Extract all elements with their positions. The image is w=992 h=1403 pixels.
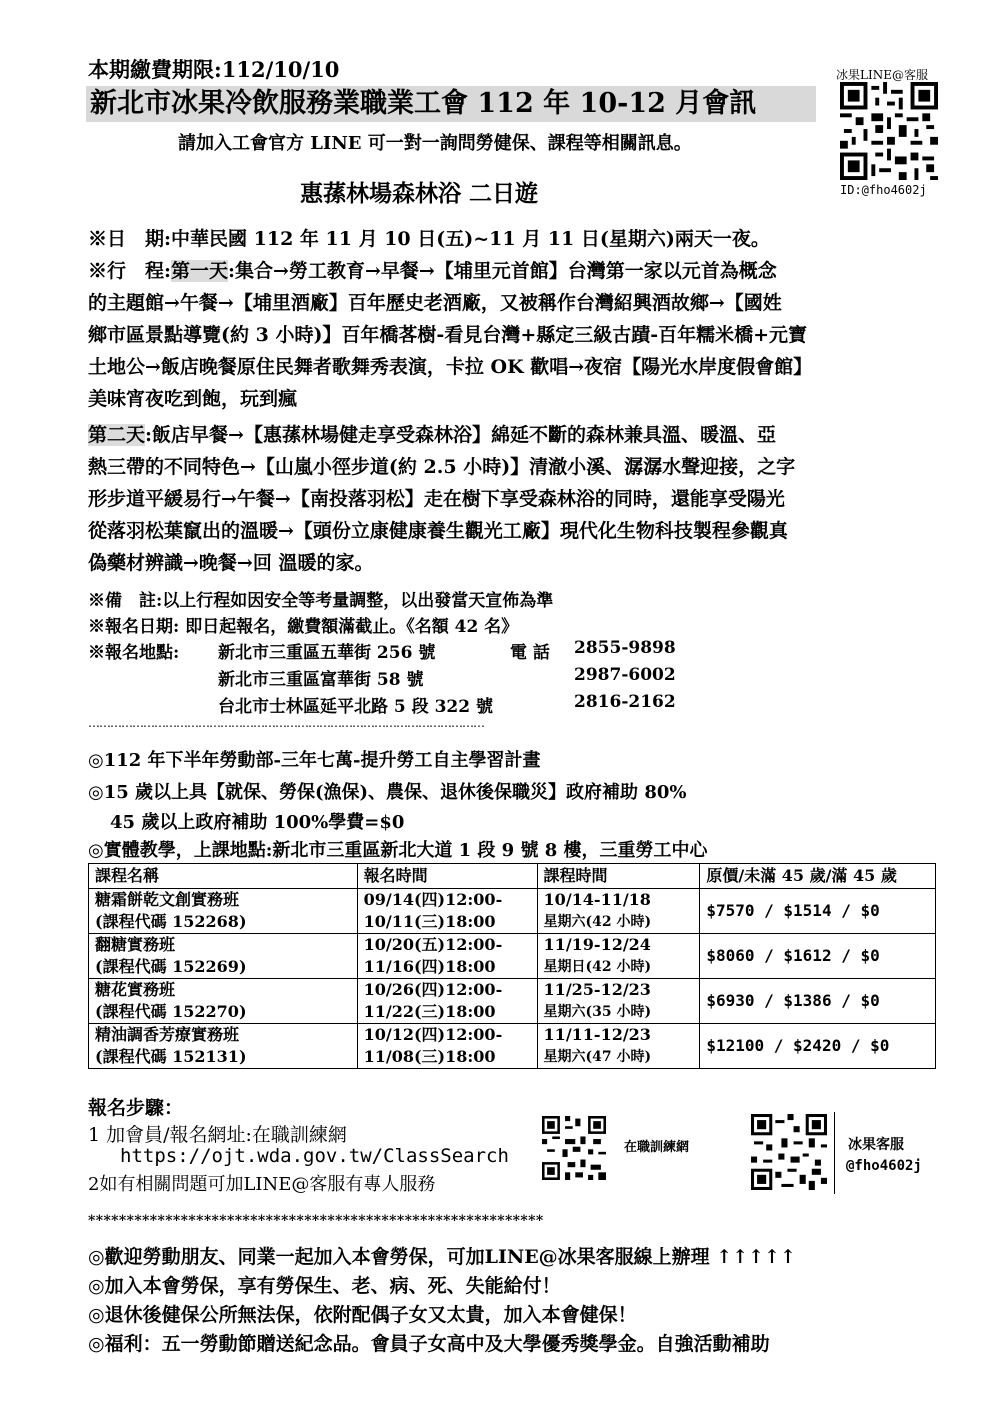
ojt-qr-code[interactable] <box>542 1116 606 1180</box>
page-title: 新北市冰果冷飲服務業職業工會 112 年 10-12 月會訊 <box>86 86 816 122</box>
reg-end: 11/22(三)18:00 <box>363 1002 496 1021</box>
course-time-cell <box>537 979 700 1024</box>
itinerary-line-3: 鄉市區景點導覽(約 3 小時)】百年橋茖樹-看見台灣+縣定三級古蹟-百年糯米橋+元寶 <box>88 324 808 346</box>
line-id: ID:@fho4602j <box>840 183 927 197</box>
course-schedule: 星期日(42 小時) <box>543 959 652 975</box>
itinerary-line-4: 土地公→飯店晚餐原住民舞者歌舞秀表演，卡拉 OK 歡唱→夜宿【陽光水岸度假會館】 <box>88 356 813 378</box>
course-schedule: 星期六(42 小時) <box>543 914 652 930</box>
signup-url[interactable]: https://ojt.wda.gov.tw/ClassSearch <box>120 1145 509 1167</box>
reg-end: 10/11(三)18:00 <box>363 912 496 931</box>
footer-line-2: ◎加入本會勞保，享有勞保生、老、病、死、失能給付！ <box>88 1275 561 1297</box>
reg-time-cell <box>357 1024 537 1069</box>
reg-time-cell <box>357 979 537 1024</box>
day2-line-1 <box>88 424 776 446</box>
reg-time-cell <box>357 934 537 979</box>
course-price: $7570 / $1514 / $0 <box>700 889 936 934</box>
course-schedule: 星期六(47 小時) <box>543 1049 652 1065</box>
reg-time-cell <box>357 889 537 934</box>
day2-label: 第二天 <box>88 424 146 446</box>
col-header: 課程名稱 <box>89 864 358 889</box>
course-name-cell <box>89 934 358 979</box>
reg-end: 11/08(三)18:00 <box>363 1047 496 1066</box>
course-name-cell <box>89 889 358 934</box>
line-qr-code[interactable] <box>840 82 938 180</box>
day1-label: 第一天 <box>171 260 229 282</box>
place-phone: 2987-6002 <box>574 665 676 685</box>
trip-date: ※日 期:中華民國 112 年 11 月 10 日(五)~11 月 11 日(星期六)兩天一夜。 <box>88 228 770 250</box>
reg-start: 10/26(四)12:00- <box>363 980 503 999</box>
course-dates: 11/19-12/24 <box>543 935 651 954</box>
place-address: 新北市三重區富華街 58 號 <box>218 670 424 690</box>
line-invite: 請加入工會官方 LINE 可一對一詢問勞健保、課程等相關訊息。 <box>178 133 692 154</box>
place-phone-label: 電 話 <box>510 643 550 663</box>
signup-place-label: ※報名地點: <box>88 643 180 663</box>
itinerary-prefix: ※行 程: <box>88 260 172 282</box>
footer-line-1: ◎歡迎勞動朋友、同業一起加入本會勞保，可加LINE@冰果客服線上辦理 ↑↑↑↑↑ <box>88 1246 796 1268</box>
table-row <box>89 889 936 934</box>
program-line-3: 45 歲以上政府補助 100%學費=$0 <box>110 812 405 833</box>
course-dates: 10/14-11/18 <box>543 890 651 909</box>
course-name-cell <box>89 1024 358 1069</box>
table-row <box>89 1024 936 1069</box>
course-table <box>88 863 936 1069</box>
itinerary-text-1: :集合→勞工教育→早餐→【埔里元首館】台灣第一家以元首為概念 <box>228 260 777 282</box>
course-code: (課程代碼 152269) <box>95 957 247 976</box>
itinerary-line-5: 美味宵夜吃到飽，玩到瘋 <box>88 388 298 410</box>
place-phone: 2816-2162 <box>574 692 676 712</box>
step-2: 2如有相關問題可加LINE@客服有專人服務 <box>88 1174 436 1195</box>
course-schedule: 星期六(35 小時) <box>543 1004 652 1020</box>
course-time-cell <box>537 889 700 934</box>
course-price: $6930 / $1386 / $0 <box>700 979 936 1024</box>
course-dates: 11/11-12/23 <box>543 1025 651 1044</box>
reg-start: 10/12(四)12:00- <box>363 1025 503 1044</box>
dotted-divider: ……………………………………………………………………………………………… <box>88 716 484 730</box>
service-qr-label: 冰果客服 <box>848 1137 904 1153</box>
col-header: 報名時間 <box>357 864 537 889</box>
ojt-qr-label: 在職訓練網 <box>624 1140 690 1155</box>
service-qr-code[interactable] <box>751 1114 827 1190</box>
reg-start: 09/14(四)12:00- <box>363 890 503 909</box>
trip-title: 惠蓀林場森林浴 二日遊 <box>300 180 539 207</box>
course-dates: 11/25-12/23 <box>543 980 651 999</box>
day2-text-1: :飯店早餐→【惠蓀林場健走享受森林浴】綿延不斷的森林兼具溫、暖溫、亞 <box>145 424 776 446</box>
itinerary-line-2: 的主題館→午餐→【埔里酒廠】百年歷史老酒廠，又被稱作台灣紹興酒故鄉→【國姓 <box>88 292 782 314</box>
star-divider: *********************************************************** <box>88 1213 544 1229</box>
course-name: 精油調香芳療實務班 <box>95 1025 240 1044</box>
place-phone: 2855-9898 <box>574 638 676 658</box>
course-code: (課程代碼 152268) <box>95 912 247 931</box>
trip-note: ※備 註:以上行程如因安全等考量調整，以出發當天宣佈為準 <box>88 591 554 611</box>
day2-line-5: 偽藥材辨識→晚餐→回 溫暖的家。 <box>88 552 374 574</box>
course-code: (課程代碼 152131) <box>95 1047 247 1066</box>
steps-title: 報名步驟： <box>88 1097 184 1119</box>
day2-line-2: 熱三帶的不同特色→【山嵐小徑步道(約 2.5 小時)】清澈小溪、潺潺水聲迎接，之字 <box>88 456 796 478</box>
col-header: 課程時間 <box>537 864 700 889</box>
day2-line-3: 形步道平緩易行→午餐→【南投落羽松】走在樹下享受森林浴的同時，還能享受陽光 <box>88 488 785 510</box>
course-time-cell <box>537 1024 700 1069</box>
course-name: 糖花實務班 <box>95 980 176 999</box>
program-line-1: ◎112 年下半年勞動部-三年七萬-提升勞工自主學習計畫 <box>88 750 541 771</box>
table-row <box>89 979 936 1024</box>
step-1: 1 加會員/報名網址:在職訓練網 <box>88 1124 347 1146</box>
place-address: 新北市三重區五華街 256 號 <box>218 643 436 663</box>
course-name-cell <box>89 979 358 1024</box>
signup-date: ※報名日期: 即日起報名，繳費額滿截止。《名額 42 名》 <box>88 617 519 637</box>
qr-divider <box>834 1112 835 1194</box>
footer-line-4: ◎福利：五一勞動節贈送紀念品。會員子女高中及大學優秀獎學金。自強活動補助 <box>88 1333 770 1355</box>
day2-line-4: 從落羽松葉竄出的溫暖→【頭份立康健康養生觀光工廠】現代化生物科技製程參觀真 <box>88 520 788 542</box>
service-qr-id: @fho4602j <box>846 1158 922 1174</box>
reg-start: 10/20(五)12:00- <box>363 935 503 954</box>
course-price: $8060 / $1612 / $0 <box>700 934 936 979</box>
program-line-2: ◎15 歲以上具【就保、勞保(漁保)、農保、退休後保職災】政府補助 80% <box>88 782 687 803</box>
course-name: 糖霜餅乾文創實務班 <box>95 890 240 909</box>
course-name: 翻糖實務班 <box>95 935 176 954</box>
itinerary-line-1 <box>88 260 777 282</box>
program-line-4: ◎實體教學，上課地點:新北市三重區新北大道 1 段 9 號 8 樓，三重勞工中心 <box>88 840 708 861</box>
col-header: 原價/未滿 45 歲/滿 45 歲 <box>700 864 936 889</box>
reg-end: 11/16(四)18:00 <box>363 957 496 976</box>
course-code: (課程代碼 152270) <box>95 1002 247 1021</box>
course-price: $12100 / $2420 / $0 <box>700 1024 936 1069</box>
footer-line-3: ◎退休後健保公所無法保，依附配偶子女又太貴，加入本會健保！ <box>88 1304 637 1326</box>
course-time-cell <box>537 934 700 979</box>
qr-label: 冰果LINE@客服 <box>836 68 928 82</box>
payment-deadline: 本期繳費期限:112/10/10 <box>88 57 340 82</box>
place-address: 台北市士林區延平北路 5 段 322 號 <box>218 697 493 717</box>
table-row <box>89 934 936 979</box>
table-header-row <box>89 864 936 889</box>
